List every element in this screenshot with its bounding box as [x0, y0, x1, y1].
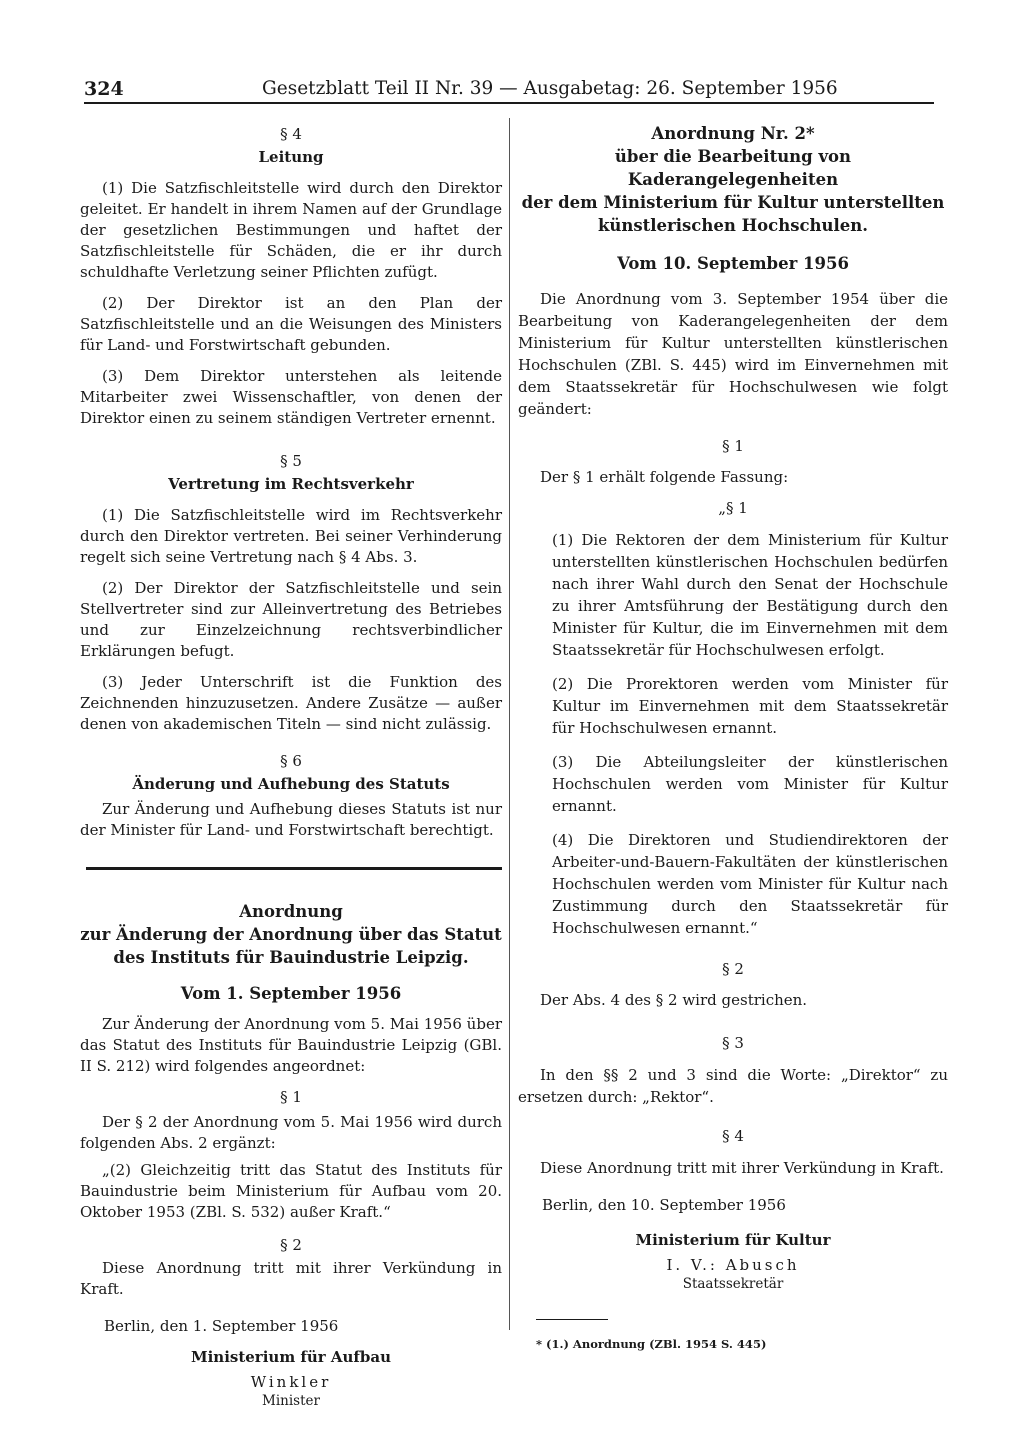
quoted-paragraph: (2) Die Prorektoren werden vom Minister für Kultur im Einvernehmen mit dem Staatssekretär für Hochschulwesen ernannt.: [552, 675, 948, 737]
paragraph: (1) Die Satzfischleitstelle wird durch den Direktor geleitet. Er handelt in ihrem Namen auf der Grundlage der gesetzlichen Bestimmungen und haftet der Satzfischleitstelle für Schäden, die er ihr durch schuldhafte Verletzung seiner Pflichten zufügt.: [80, 179, 502, 281]
section-mark: § 2: [280, 1236, 302, 1254]
section-mark: § 5: [280, 452, 302, 470]
section-heading: Änderung und Aufhebung des Statuts: [132, 775, 450, 793]
title-line: über die Bearbeitung von Kaderangelegenheiten: [614, 147, 852, 189]
section-mark: § 3: [722, 1034, 744, 1052]
header-title: Gesetzblatt Teil II Nr. 39 — Ausgabetag: 26. September 1956: [262, 78, 838, 99]
paragraph: Diese Anordnung tritt mit ihrer Verkündung in Kraft.: [80, 1259, 502, 1298]
signer-title: Staatssekretär: [682, 1276, 784, 1292]
page-number: 324: [84, 78, 124, 100]
section-mark: § 1: [722, 437, 744, 455]
title-line: des Instituts für Bauindustrie Leipzig.: [113, 948, 469, 967]
paragraph: In den §§ 2 und 3 sind die Worte: „Direktor“ zu ersetzen durch: „Rektor“.: [518, 1066, 948, 1106]
quoted-paragraph: (4) Die Direktoren und Studiendirektoren der Arbeiter-und-Bauern-Fakultäten der künstlerischen Hochschulen werden vom Minister für Kultur nach Zustimmung durch den Staatssekretär für Hochschulwesen ernannt.“: [552, 831, 948, 937]
title-line: der dem Ministerium für Kultur unterstellten: [521, 193, 945, 212]
anordnung-date: Vom 1. September 1956: [180, 984, 402, 1003]
quoted-paragraph: „(2) Gleichzeitig tritt das Statut des Instituts für Bauindustrie beim Ministerium für Aufbau vom 20. Oktober 1953 (ZBl. S. 532) außer Kraft.“: [80, 1161, 502, 1221]
section-heading: Leitung: [258, 148, 324, 166]
page-header: [84, 76, 934, 104]
section-heading: Vertretung im Rechtsverkehr: [168, 475, 414, 493]
title-line: Anordnung Nr. 2*: [651, 124, 815, 143]
paragraph: Der § 1 erhält folgende Fassung:: [540, 468, 789, 486]
section-mark: § 4: [722, 1127, 744, 1145]
footnote-rule: [536, 1319, 608, 1320]
signer-name: I. V.: Abusch: [666, 1256, 800, 1274]
ministry-name: Ministerium für Kultur: [635, 1231, 831, 1249]
paragraph: Zur Änderung und Aufhebung dieses Statuts ist nur der Minister für Land- und Forstwirtschaft berechtigt.: [80, 800, 502, 839]
signer-title: Minister: [262, 1393, 320, 1409]
paragraph: Zur Änderung der Anordnung vom 5. Mai 1956 über das Statut des Instituts für Bauindustrie Leipzig (GBl. II S. 212) wird folgendes angeordnet:: [80, 1015, 502, 1075]
right-column: [518, 118, 948, 1355]
section-mark: § 4: [280, 125, 302, 143]
ministry-name: Ministerium für Aufbau: [190, 1348, 392, 1366]
title-line: künstlerischen Hochschulen.: [597, 216, 869, 235]
section-mark: § 6: [280, 752, 302, 770]
paragraph: (2) Der Direktor der Satzfischleitstelle und sein Stellvertreter sind zur Alleinvertretung des Betriebes und zur Einzelzeichnung rechtsverbindlicher Erklärungen befugt.: [80, 579, 502, 660]
place-date: Berlin, den 10. September 1956: [542, 1196, 786, 1214]
quoted-paragraph: (3) Die Abteilungsleiter der künstlerischen Hochschulen werden vom Minister für Kultur ernannt.: [552, 753, 948, 815]
title-line: Anordnung: [239, 902, 343, 921]
signer-name: Winkler: [250, 1373, 332, 1391]
paragraph: Diese Anordnung tritt mit ihrer Verkündung in Kraft.: [540, 1159, 944, 1177]
paragraph: Der Abs. 4 des § 2 wird gestrichen.: [540, 991, 808, 1009]
section-mark: § 1: [280, 1088, 302, 1106]
column-divider: [509, 118, 510, 1330]
paragraph: Die Anordnung vom 3. September 1954 über die Bearbeitung von Kaderangelegenheiten der dem Ministerium für Kultur unterstellten künstlerischen Hochschulen (ZBl. S. 445) wird im Einvernehmen mit dem Staatssekretär für Hochschulwesen wie folgt geändert:: [518, 290, 948, 418]
quoted-paragraph: (1) Die Rektoren der dem Ministerium für Kultur unterstellten künstlerischen Hochschulen bedürfen nach ihrer Wahl durch den Senat der Hochschule zu ihrer Amtsführung der Bestätigung durch den Minister für Kultur, die im Einvernehmen mit dem Staatssekretär für Hochschulwesen erfolgt.: [552, 531, 948, 659]
paragraph: (2) Der Direktor ist an den Plan der Satzfischleitstelle und an die Weisungen des Ministers für Land- und Forstwirtschaft gebunden.: [80, 294, 502, 354]
footnote: * (1.) Anordnung (ZBl. 1954 S. 445): [536, 1337, 767, 1351]
paragraph: (1) Die Satzfischleitstelle wird im Rechtsverkehr durch den Direktor vertreten. Bei seiner Verhinderung regelt sich seine Vertretung nach § 4 Abs. 3.: [80, 506, 502, 566]
anordnung-title: [518, 122, 948, 237]
place-date: Berlin, den 1. September 1956: [104, 1317, 339, 1335]
paragraph: (3) Dem Direktor unterstehen als leitende Mitarbeiter zwei Wissenschaftler, von denen der Direktor einen zu seinem ständigen Vertreter ernennt.: [80, 367, 502, 427]
section-mark: § 2: [722, 960, 744, 978]
anordnung-date: Vom 10. September 1956: [617, 254, 849, 273]
section-mark: „§ 1: [718, 499, 748, 517]
paragraph: (3) Jeder Unterschrift ist die Funktion des Zeichnenden hinzuzusetzen. Andere Zusätze — außer denen von akademischen Titeln — sind nicht zulässig.: [80, 673, 502, 733]
title-line: zur Änderung der Anordnung über das Statut: [80, 925, 502, 944]
section-rule: [86, 867, 502, 870]
paragraph: Der § 2 der Anordnung vom 5. Mai 1956 wird durch folgenden Abs. 2 ergänzt:: [80, 1113, 502, 1152]
left-column: [80, 122, 502, 1410]
anordnung-title: [80, 900, 502, 969]
